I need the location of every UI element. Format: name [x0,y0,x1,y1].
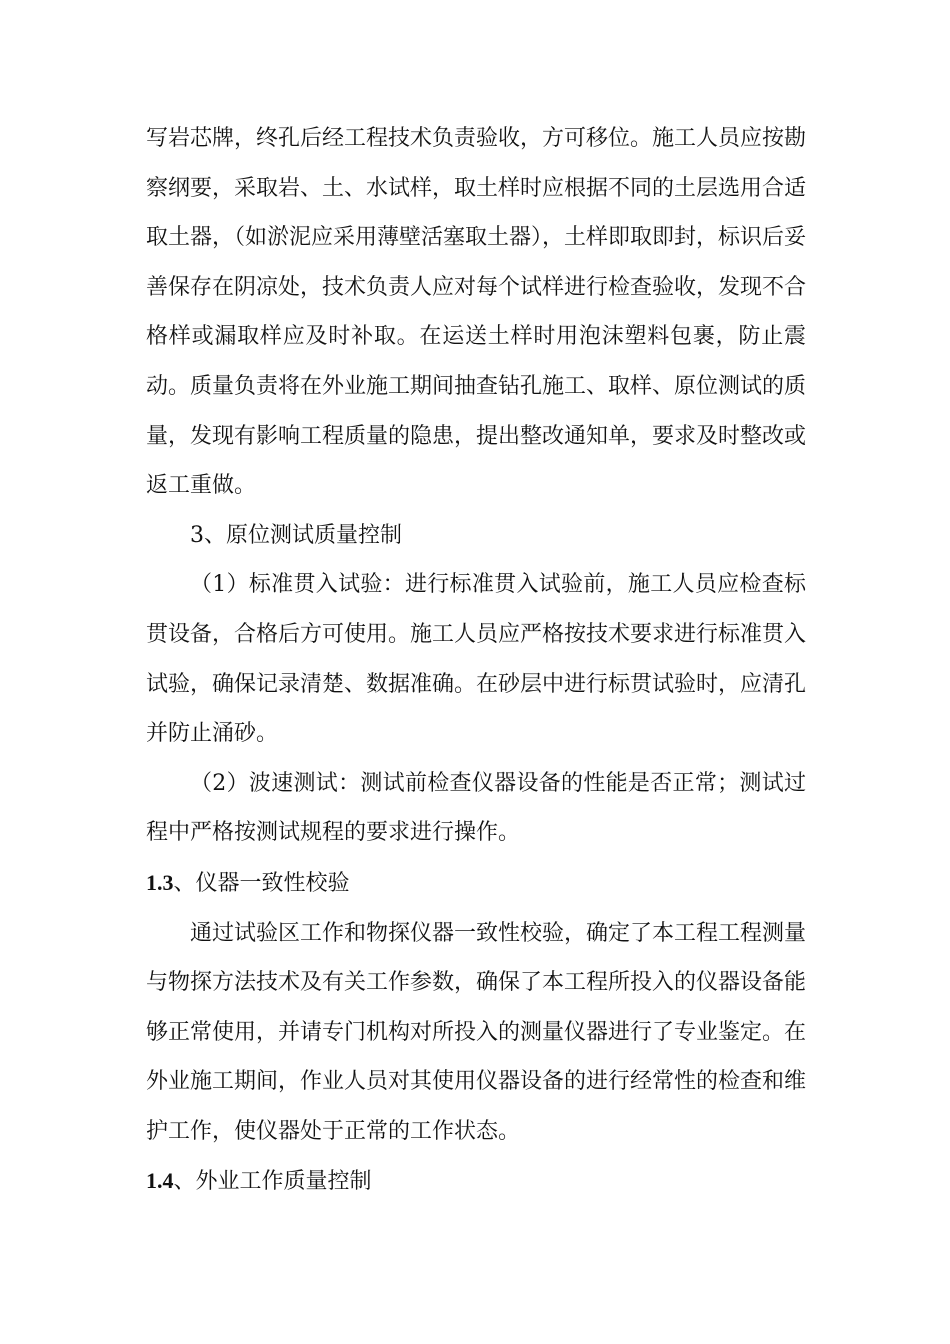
paragraph-standard-penetration-test: （1）标准贯入试验：进行标准贯入试验前，施工人员应检查标贯设备，合格后方可使用。施工人员应严格按技术要求进行标准贯入试验，确保记录清楚、数据准确。在砂层中进行标贯试验时，应清孔并防止涌砂。 [146,572,807,747]
section-number: 1.3 [146,869,174,895]
subheading-in-situ-testing: 3、原位测试质量控制 [190,522,402,548]
paragraph-wave-velocity-test: （2）波速测试：测试前检查仪器设备的性能是否正常；测试过程中严格按测试规程的要求进行操作。 [146,770,806,846]
paragraph-sampling-control: 写岩芯牌，终孔后经工程技术负责验收，方可移位。施工人员应按勘察纲要，采取岩、土、水试样，取土样时应根据不同的土层选用合适取土器，（如淤泥应采用薄壁活塞取土器），土样即取即封，标识后妥善保存在阴凉处，技术负责人应对每个试样进行检查验收，发现不合格样或漏取样应及时补取。在运送土样时用泡沫塑料包裹，防止震动。质量负责将在外业施工期间抽查钻孔施工、取样、原位测试的质量，发现有影响工程质量的隐患，提出整改通知单，要求及时整改或返工重做。 [146,126,807,499]
paragraph-instrument-calibration: 通过试验区工作和物探仪器一致性校验，确定了本工程工程测量与物探方法技术及有关工作参数，确保了本工程所投入的仪器设备能够正常使用，并请专门机构对所投入的测量仪器进行了专业鉴定。在外业施工期间，作业人员对其使用仪器设备的进行经常性的检查和维护工作，使仪器处于正常的工作状态。 [146,920,807,1144]
section-heading-1-3 [146,858,806,909]
section-title: 、仪器一致性校验 [173,870,350,896]
document-body [146,114,806,1207]
section-heading-1-4 [146,1156,806,1207]
section-number: 1.4 [146,1168,174,1194]
section-title: 、外业工作质量控制 [173,1169,372,1195]
